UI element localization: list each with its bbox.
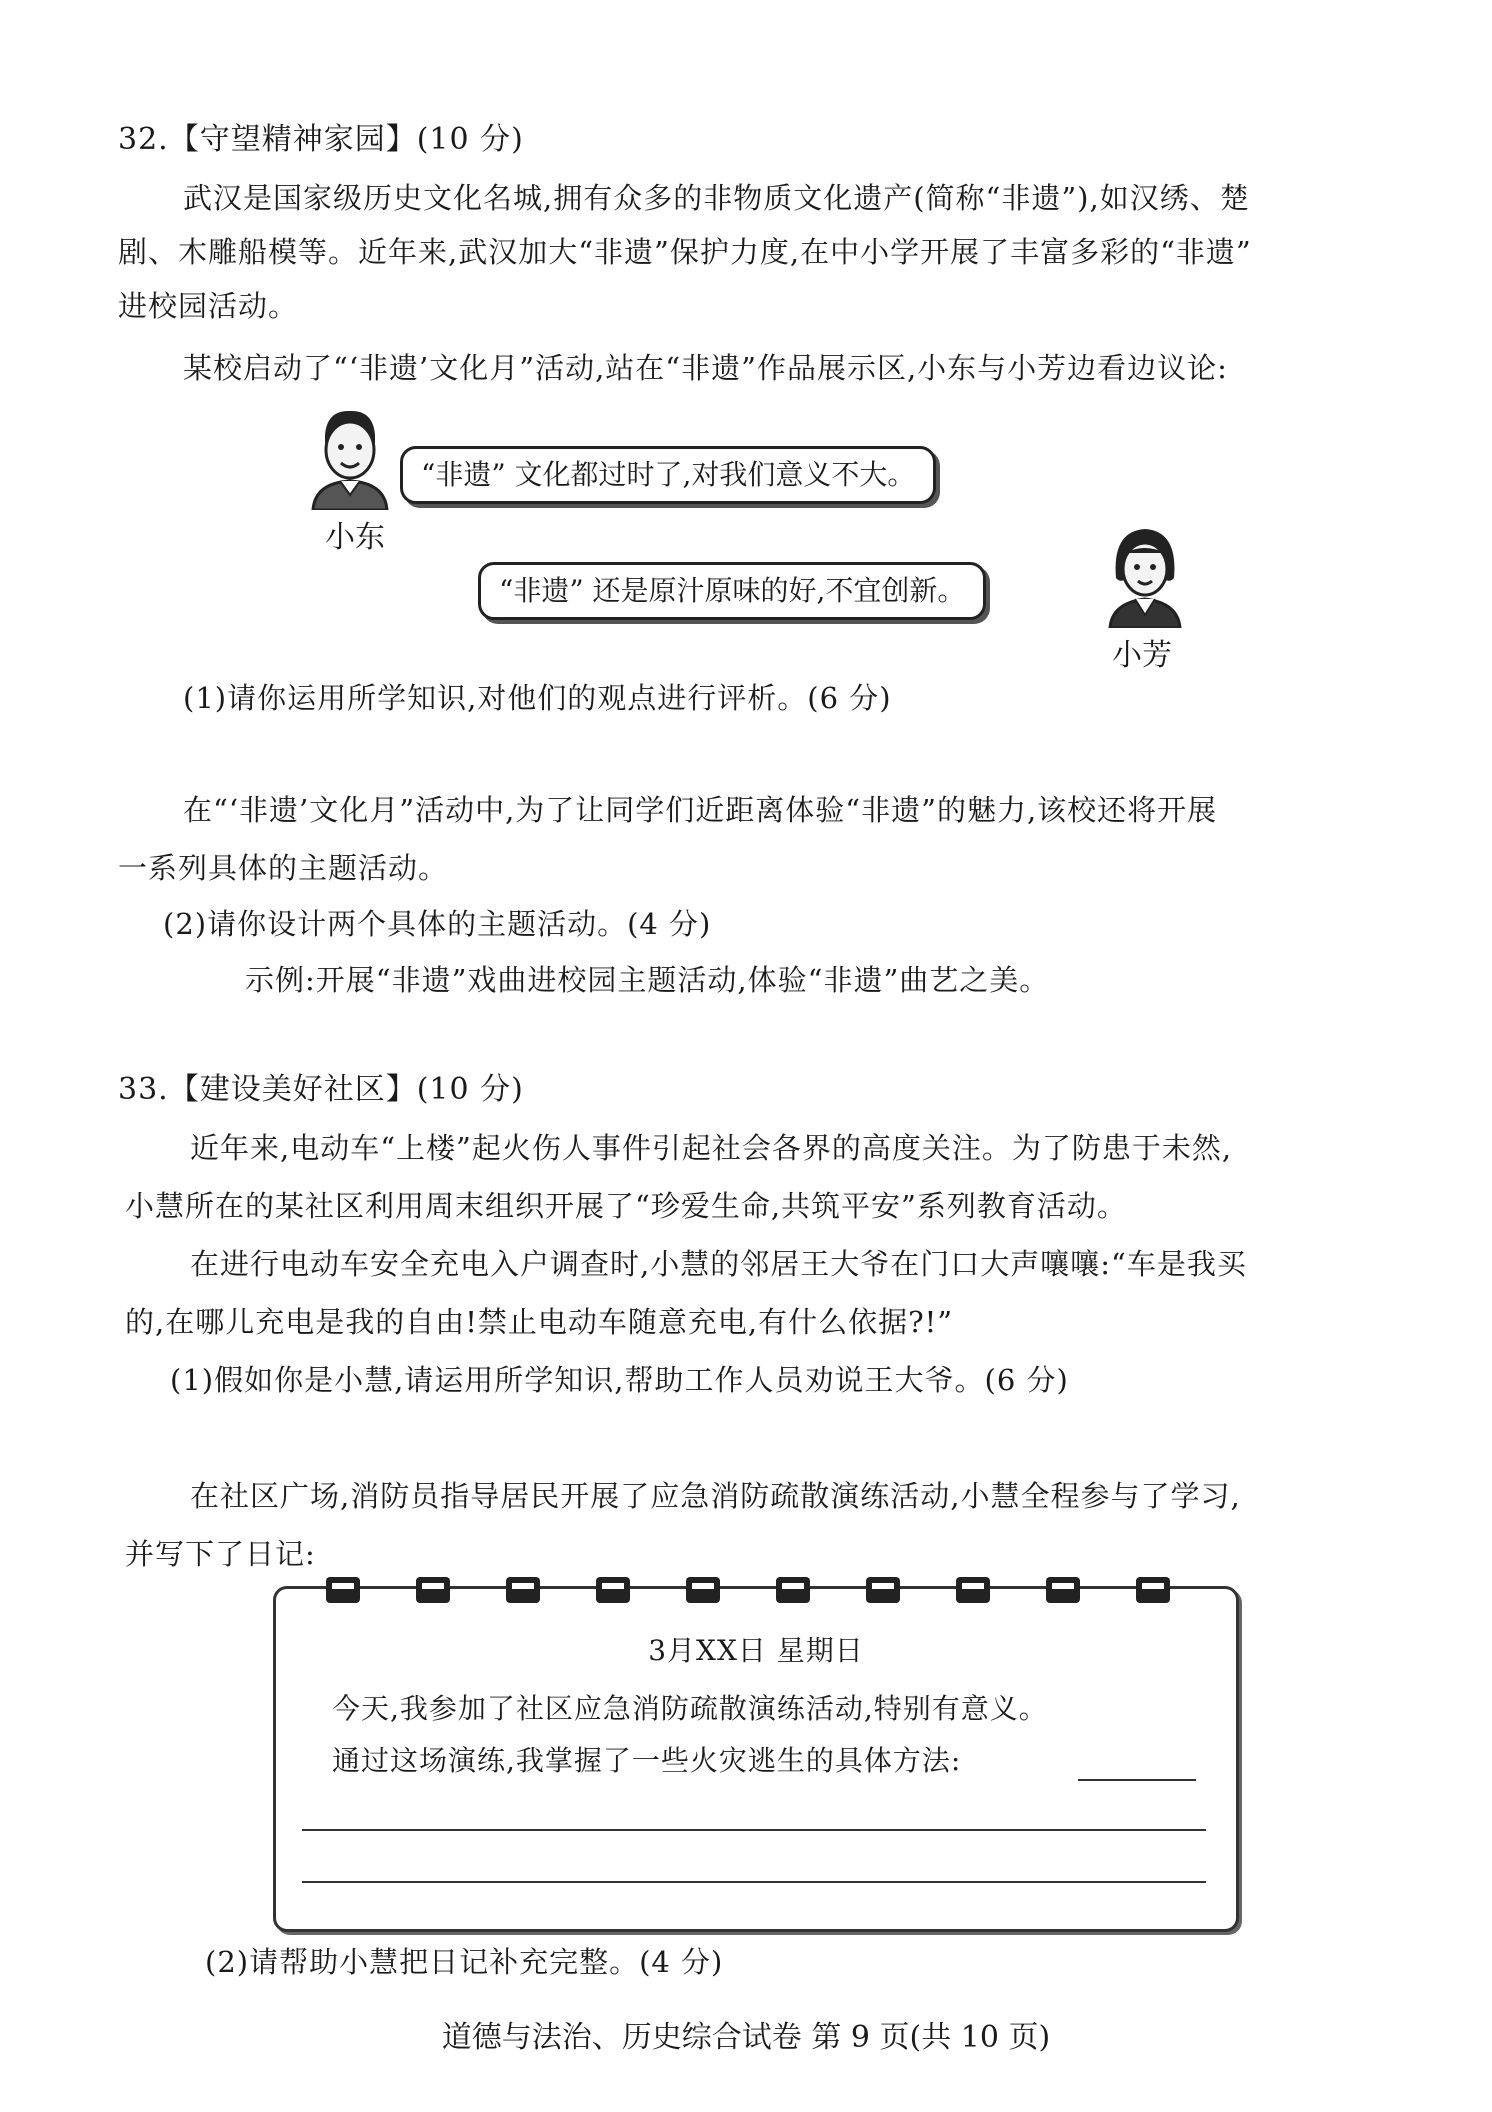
q33-paragraph-1-line-1: 近年来,电动车“上楼”起火伤人事件引起社会各界的高度关注。为了防患于未然, bbox=[190, 1131, 1233, 1165]
q32-example: 示例:开展“非遗”戏曲进校园主题活动,体验“非遗”曲艺之美。 bbox=[245, 963, 1050, 997]
xiaofang-name: 小芳 bbox=[1112, 638, 1172, 673]
q32-paragraph-1-line-3: 进校园活动。 bbox=[118, 289, 299, 323]
page-footer: 道德与法治、历史综合试卷 第 9 页(共 10 页) bbox=[441, 2020, 1051, 2055]
q32-paragraph-3-line-1: 在“‘非遗’文化月”活动中,为了让同学们近距离体验“非遗”的魅力,该校还将开展 bbox=[183, 793, 1218, 827]
xiaodong-name: 小东 bbox=[325, 520, 385, 555]
q33-paragraph-3-line-2: 并写下了日记: bbox=[125, 1537, 316, 1571]
xiaofang-avatar-icon bbox=[1100, 523, 1190, 628]
diary-answer-line[interactable] bbox=[302, 1829, 1206, 1831]
diary-answer-line[interactable] bbox=[302, 1881, 1206, 1883]
xiaodong-avatar-icon bbox=[305, 405, 395, 510]
q32-subquestion-2: (2)请你设计两个具体的主题活动。(4 分) bbox=[163, 907, 712, 941]
diary-line-1: 今天,我参加了社区应急消防疏散演练活动,特别有意义。 bbox=[332, 1692, 1048, 1725]
binder-ring-icon bbox=[506, 1577, 540, 1603]
binder-ring-icon bbox=[686, 1577, 720, 1603]
binder-ring-icon bbox=[1136, 1577, 1170, 1603]
q32-paragraph-2: 某校启动了“‘非遗’文化月”活动,站在“非遗”作品展示区,小东与小芳边看边议论: bbox=[183, 351, 1228, 385]
diary-line-2: 通过这场演练,我掌握了一些火灾逃生的具体方法: bbox=[332, 1744, 962, 1777]
q33-subquestion-2: (2)请帮助小慧把日记补充完整。(4 分) bbox=[205, 1945, 724, 1979]
q33-subquestion-1: (1)假如你是小慧,请运用所学知识,帮助工作人员劝说王大爷。(6 分) bbox=[170, 1363, 1069, 1397]
q33-paragraph-3-line-1: 在社区广场,消防员指导居民开展了应急消防疏散演练活动,小慧全程参与了学习, bbox=[190, 1479, 1241, 1513]
diary-notebook bbox=[273, 1586, 1239, 1932]
binder-ring-icon bbox=[866, 1577, 900, 1603]
diary-date: 3月XX日 星期日 bbox=[648, 1634, 864, 1667]
q32-paragraph-1-line-1: 武汉是国家级历史文化名城,拥有众多的非物质文化遗产(简称“非遗”),如汉绣、楚 bbox=[183, 181, 1250, 215]
binder-ring-icon bbox=[416, 1577, 450, 1603]
xiaofang-speech-bubble: “非遗” 还是原汁原味的好,不宜创新。 bbox=[478, 562, 986, 620]
binder-ring-icon bbox=[596, 1577, 630, 1603]
binder-ring-icon bbox=[326, 1577, 360, 1603]
q32-paragraph-1-line-2: 剧、木雕船模等。近年来,武汉加大“非遗”保护力度,在中小学开展了丰富多彩的“非遗” bbox=[118, 235, 1252, 269]
q33-paragraph-1-line-2: 小慧所在的某社区利用周末组织开展了“珍爱生命,共筑平安”系列教育活动。 bbox=[125, 1189, 1127, 1223]
q33-paragraph-2-line-2: 的,在哪儿充电是我的自由!禁止电动车随意充电,有什么依据?!” bbox=[125, 1305, 954, 1339]
binder-ring-icon bbox=[956, 1577, 990, 1603]
q33-title: 33.【建设美好社区】(10 分) bbox=[118, 1072, 524, 1107]
binder-ring-icon bbox=[1046, 1577, 1080, 1603]
q33-paragraph-2-line-1: 在进行电动车安全充电入户调查时,小慧的邻居王大爷在门口大声嚷嚷:“车是我买 bbox=[190, 1247, 1247, 1281]
xiaodong-speech-bubble: “非遗” 文化都过时了,对我们意义不大。 bbox=[400, 446, 936, 504]
q32-subquestion-1: (1)请你运用所学知识,对他们的观点进行评析。(6 分) bbox=[183, 681, 892, 715]
diary-answer-blank[interactable] bbox=[1078, 1779, 1196, 1781]
binder-ring-icon bbox=[776, 1577, 810, 1603]
q32-title: 32.【守望精神家园】(10 分) bbox=[118, 122, 524, 157]
q32-paragraph-3-line-2: 一系列具体的主题活动。 bbox=[118, 851, 449, 885]
